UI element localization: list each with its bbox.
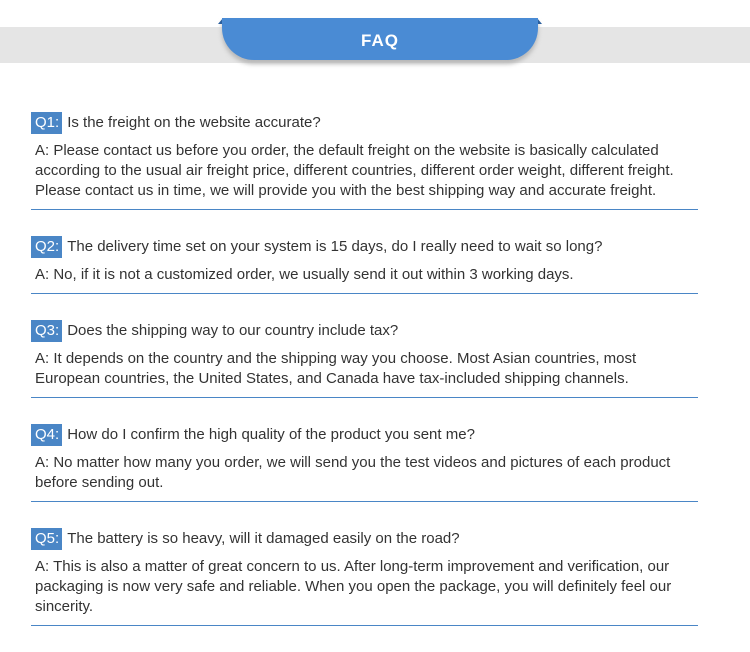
faq-list [31, 112, 698, 652]
question-badge: Q4: [31, 424, 62, 446]
answer-text: A: It depends on the country and the shipping way you choose. Most Asian countries, most European countries, the United States, and Canada have tax-included shipping channels. [35, 350, 637, 387]
faq-item-3 [31, 320, 698, 398]
question-badge: Q1: [31, 112, 62, 134]
question-row [31, 320, 698, 342]
faq-item-2 [31, 236, 698, 294]
faq-item-1 [31, 112, 698, 210]
question-badge: Q2: [31, 236, 62, 258]
question-text: The delivery time set on your system is 15 days, do I really need to wait so long? [67, 238, 603, 255]
faq-header-tab [218, 18, 542, 66]
answer-text: A: This is also a matter of great concern to us. After long-term improvement and verification, our packaging is now very safe and reliable. When you open the package, you will definitely feel our sincerity. [35, 558, 672, 615]
question-text: Is the freight on the website accurate? [67, 114, 321, 131]
answer-text: A: No matter how many you order, we will send you the test videos and pictures of each product before sending out. [35, 454, 671, 491]
question-row [31, 528, 698, 550]
page-title: FAQ [361, 31, 399, 50]
answer-text: A: Please contact us before you order, the default freight on the website is basically calculated according to the usual air freight price, different countries, different order weight, different freight. Please contact us in time, we will provide you with the best shipping way and accurate freight. [35, 142, 674, 199]
question-text: How do I confirm the high quality of the product you sent me? [67, 426, 475, 443]
question-row [31, 424, 698, 446]
answer-text: A: No, if it is not a customized order, we usually send it out within 3 working days. [35, 266, 574, 283]
question-row [31, 236, 698, 258]
question-text: The battery is so heavy, will it damaged easily on the road? [67, 530, 460, 547]
question-badge: Q3: [31, 320, 62, 342]
question-row [31, 112, 698, 134]
question-text: Does the shipping way to our country include tax? [67, 322, 399, 339]
faq-item-4 [31, 424, 698, 502]
faq-item-5 [31, 528, 698, 626]
question-badge: Q5: [31, 528, 62, 550]
